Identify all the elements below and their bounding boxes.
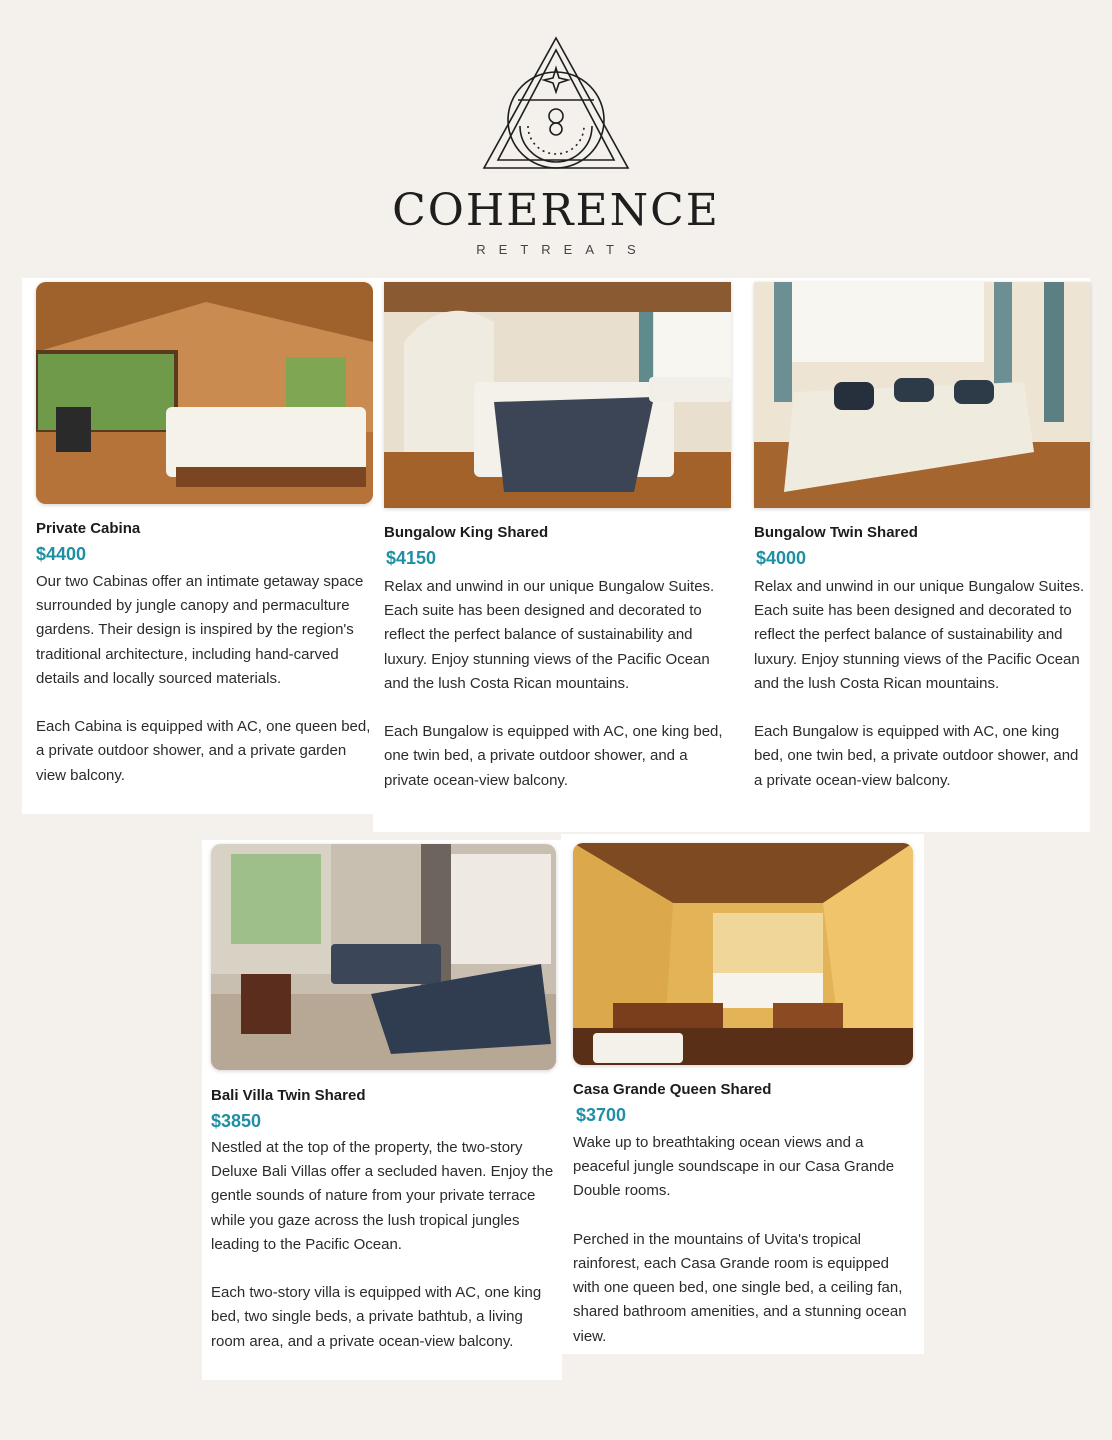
room-price: $3850 <box>211 1111 262 1131</box>
room-title: Bali Villa Twin Shared <box>211 1087 366 1104</box>
room-title: Bungalow Twin Shared <box>754 524 918 541</box>
coherence-logo-icon <box>476 30 636 180</box>
room-photo-private-cabina <box>36 282 373 504</box>
room-photo-bungalow-twin <box>754 282 1090 508</box>
room-photo-casa-grande <box>573 843 913 1065</box>
room-description: Our two Cabinas offer an intimate getaway space surrounded by jungle canopy and permaculture gardens. Their design is inspired by the region's traditional architecture, including hand-carved details and locally sourced materials. Each Cabina is equipped with AC, one queen bed, a private outdoor shower, and a private garden view balcony. <box>36 573 371 784</box>
room-price: $3700 <box>576 1105 627 1125</box>
room-description: Relax and unwind in our unique Bungalow Suites. Each suite has been designed and decorated to reflect the perfect balance of sustainability and luxury. Enjoy stunning views of the Pacific Ocean and the lush Costa Rican mountains. Each Bungalow is equipped with AC, one king bed, one twin bed, a private outdoor shower, and a private ocean-view balcony. <box>754 578 1085 789</box>
room-photo-bali-villa <box>211 844 556 1070</box>
room-title: Private Cabina <box>36 520 141 537</box>
room-photo-bungalow-king <box>384 282 731 508</box>
room-price: $4400 <box>36 544 87 564</box>
room-price: $4000 <box>756 548 807 568</box>
brand-header <box>0 30 1112 257</box>
brand-name: COHERENCE <box>392 185 720 236</box>
room-title: Casa Grande Queen Shared <box>573 1081 772 1098</box>
room-description: Nestled at the top of the property, the two-story Deluxe Bali Villas offer a secluded haven. Enjoy the gentle sounds of nature from your private terrace while you gaze across the lush tropical jungles leading to the Pacific Ocean. Each two-story villa is equipped with AC, one king bed, two single beds, a private bathtub, a living room area, and a private ocean-view balcony. <box>211 1139 554 1350</box>
room-price: $4150 <box>386 548 437 568</box>
room-description: Relax and unwind in our unique Bungalow Suites. Each suite has been designed and decorated to reflect the perfect balance of sustainability and luxury. Enjoy stunning views of the Pacific Ocean and the lush Costa Rican mountains. Each Bungalow is equipped with AC, one king bed, one twin bed, a private outdoor shower, and a private ocean-view balcony. <box>384 578 723 789</box>
room-description: Wake up to breathtaking ocean views and a peaceful jungle soundscape in our Casa Grande Double rooms. Perched in the mountains of Uvita's tropical rainforest, each Casa Grande room is equipped with one queen bed, one single bed, a ceiling fan, shared bathroom amenities, and a stunning ocean view. <box>573 1134 907 1345</box>
brand-subtitle: RETREATS <box>476 242 649 257</box>
room-title: Bungalow King Shared <box>384 524 549 541</box>
